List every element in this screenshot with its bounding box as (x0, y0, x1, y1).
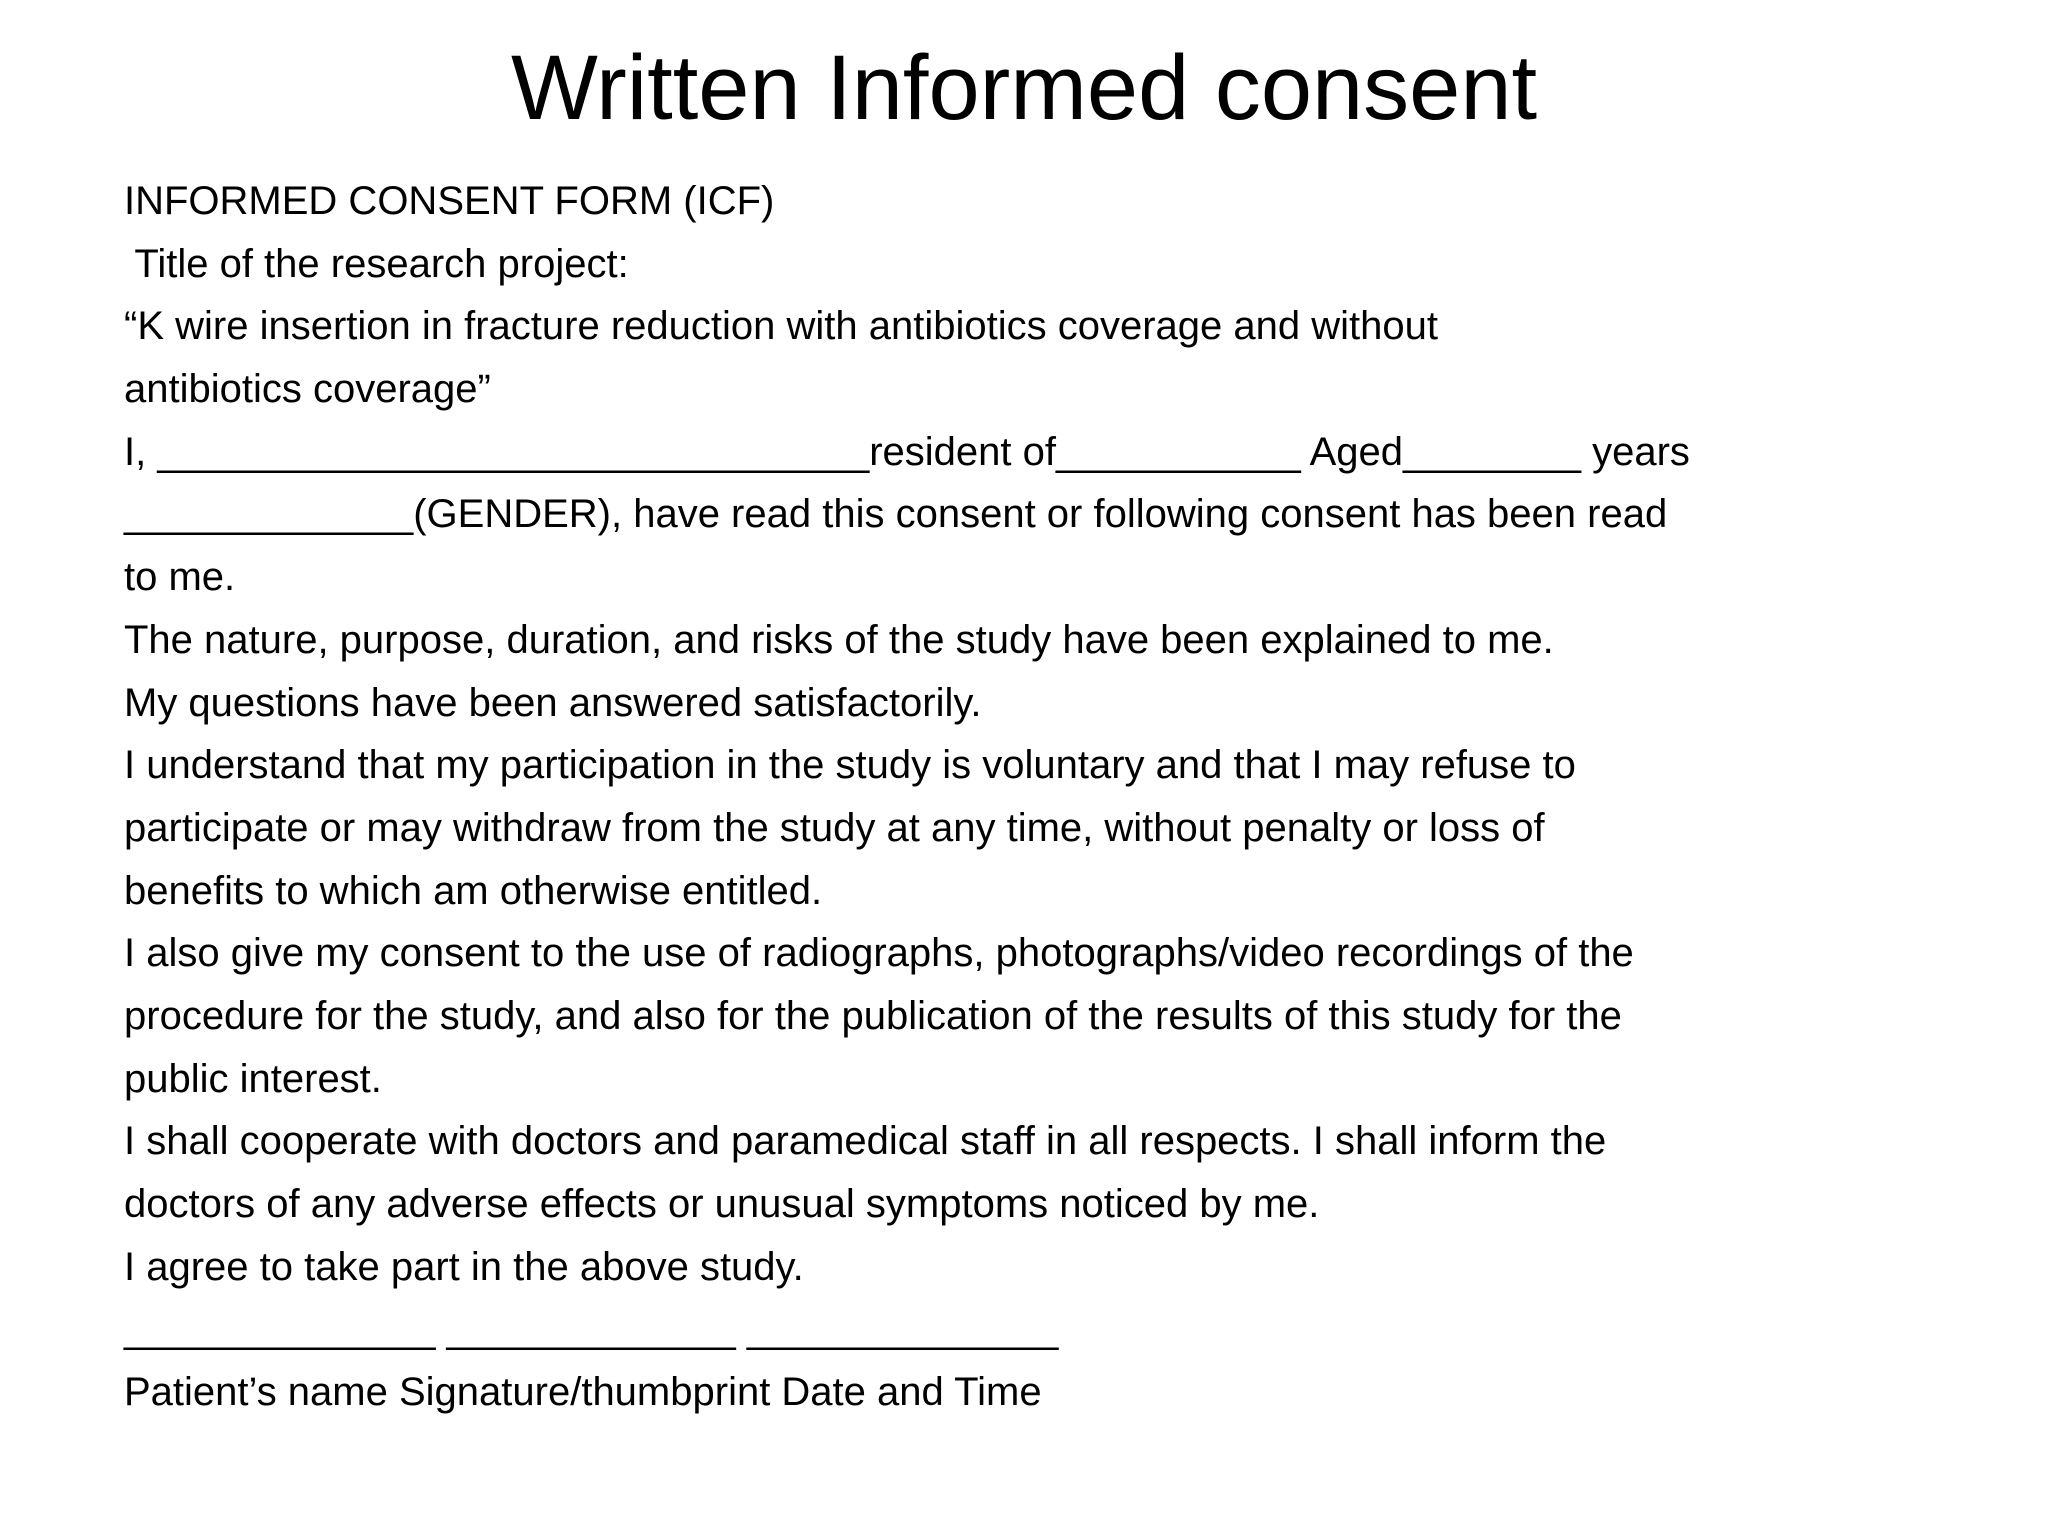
signature-blank-lines: ______________ _____________ ______________ (124, 1307, 1059, 1352)
consent-form-body (124, 170, 2004, 1424)
statement-media-consent-line-3: public interest. (124, 1056, 382, 1101)
participant-details-line-2: _____________(GENDER), have read this consent or following consent has been read (124, 492, 1668, 537)
statement-voluntary-line-1: I understand that my participation in the study is voluntary and that I may refuse to (124, 743, 1576, 788)
statement-media-consent-line-1: I also give my consent to the use of radiographs, photographs/video recordings of the (124, 931, 1634, 976)
statement-voluntary-line-3: benefits to which am otherwise entitled. (124, 868, 823, 913)
statement-agree: I agree to take part in the above study. (124, 1244, 804, 1289)
form-heading: INFORMED CONSENT FORM (ICF) (124, 179, 775, 223)
project-title-line-1: “K wire insertion in fracture reduction with antibiotics coverage and without (124, 304, 1438, 349)
signature-labels: Patient’s name Signature/thumbprint Date and Time (124, 1370, 1042, 1415)
slide-title: Written Informed consent (510, 37, 1538, 139)
statement-questions-answered: My questions have been answered satisfactorily. (124, 680, 982, 725)
statement-explained: The nature, purpose, duration, and risks of the study have been explained to me. (124, 617, 1554, 662)
project-title-label: Title of the research project: (124, 241, 629, 286)
statement-cooperate-line-2: doctors of any adverse effects or unusual symptoms noticed by me. (124, 1182, 1320, 1226)
statement-voluntary-line-2: participate or may withdraw from the study at any time, without penalty or loss of (124, 805, 1545, 850)
statement-media-consent-line-2: procedure for the study, and also for the publication of the results of this study for the (124, 993, 1622, 1038)
project-title-line-2: antibiotics coverage” (124, 367, 491, 412)
participant-details-line-1: I, ________________________________resident of___________ Aged________ years (124, 429, 1690, 474)
statement-cooperate-line-1: I shall cooperate with doctors and paramedical staff in all respects. I shall inform the (124, 1119, 1607, 1164)
participant-details-line-3: to me. (124, 555, 236, 600)
